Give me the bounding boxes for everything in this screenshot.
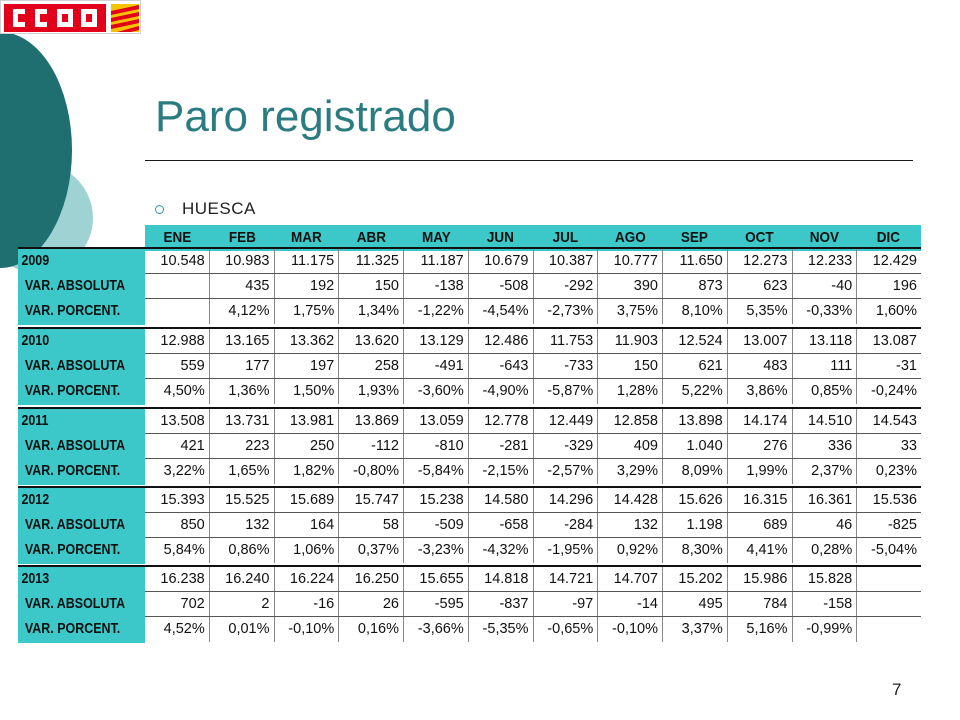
table-cell: 1,75% — [274, 299, 339, 324]
table-cell: 8,10% — [662, 299, 727, 324]
row-labels — [18, 329, 145, 405]
table-cell: 12.988 — [160, 333, 205, 349]
row-labels — [18, 567, 145, 643]
table-cell: 13.620 — [338, 329, 403, 353]
table-cell: -14 — [597, 592, 662, 616]
table-cell: 14.580 — [468, 488, 533, 512]
table-cell: -2,57% — [533, 459, 598, 484]
table-cell: 1,99% — [727, 459, 792, 484]
table-cell: 15.655 — [403, 567, 468, 591]
table-cell: 621 — [662, 354, 727, 378]
table-cell: 495 — [662, 592, 727, 616]
table-cell: -5,04% — [856, 538, 921, 563]
table-cell: 10.387 — [533, 249, 598, 273]
table-cell: -329 — [533, 434, 598, 458]
month-header: ABR — [356, 229, 386, 246]
table-cell: 689 — [727, 513, 792, 537]
table-cell: 2 — [209, 592, 274, 616]
page-title: Paro registrado — [155, 92, 456, 141]
table-cell: 10.548 — [160, 253, 205, 269]
table-cell: 13.869 — [338, 409, 403, 433]
table-cell: 13.898 — [662, 409, 727, 433]
table-cell: 12.429 — [856, 249, 921, 273]
table-cell: 164 — [274, 513, 339, 537]
data-cells — [145, 409, 921, 485]
table-cell — [856, 617, 921, 642]
page-number: 7 — [892, 680, 902, 699]
table-cell: 13.981 — [274, 409, 339, 433]
table-cell: 13.731 — [209, 409, 274, 433]
table-cell: 2,37% — [792, 459, 857, 484]
month-header: ENE — [163, 229, 192, 246]
table-cell: -825 — [856, 513, 921, 537]
table-cell: -3,66% — [403, 617, 468, 642]
table-cell: -112 — [338, 434, 403, 458]
table-cell: 8,09% — [662, 459, 727, 484]
table-cell: -0,10% — [274, 617, 339, 642]
table-cell: 15.536 — [856, 488, 921, 512]
table-cell: 15.747 — [338, 488, 403, 512]
table-cell: -508 — [468, 274, 533, 298]
table-cell: 0,28% — [792, 538, 857, 563]
table-cell: 250 — [274, 434, 339, 458]
table-cell: 197 — [274, 354, 339, 378]
table-cell: -138 — [403, 274, 468, 298]
table-cell: 421 — [180, 438, 205, 454]
table-cell: 623 — [727, 274, 792, 298]
var-absoluta-label: VAR. ABSOLUTA — [24, 517, 126, 533]
table-cell: 1,28% — [597, 379, 662, 404]
table-cell: -0,80% — [338, 459, 403, 484]
table-cell: 1,50% — [274, 379, 339, 404]
var-absoluta-label: VAR. ABSOLUTA — [24, 596, 126, 612]
table-cell: 559 — [180, 358, 205, 374]
table-cell: 409 — [597, 434, 662, 458]
var-absoluta-label: VAR. ABSOLUTA — [24, 358, 126, 374]
table-cell: -733 — [533, 354, 598, 378]
table-cell: 14.174 — [727, 409, 792, 433]
table-cell: -3,23% — [403, 538, 468, 563]
month-header: SEP — [681, 229, 709, 246]
table-cell: -658 — [468, 513, 533, 537]
year-block — [18, 565, 921, 643]
table-cell: 15.393 — [160, 492, 205, 508]
table-row-abs — [145, 274, 921, 299]
table-cell: 177 — [209, 354, 274, 378]
table-cell: 1,65% — [209, 459, 274, 484]
table-cell: 873 — [662, 274, 727, 298]
table-row-abs — [145, 434, 921, 459]
table-row-pct — [145, 459, 921, 484]
table-cell: 4,50% — [163, 383, 205, 399]
table-cell: 13.362 — [274, 329, 339, 353]
table-cell: 15.202 — [662, 567, 727, 591]
table-cell: 196 — [856, 274, 921, 298]
table-cell: 13.007 — [727, 329, 792, 353]
table-cell: 13.059 — [403, 409, 468, 433]
table-cell: 15.689 — [274, 488, 339, 512]
table-cell: 8,30% — [662, 538, 727, 563]
ccoo-logo — [0, 0, 141, 34]
table-cell: 14.818 — [468, 567, 533, 591]
table-cell: -158 — [792, 592, 857, 616]
var-porcent-label: VAR. PORCENT. — [24, 303, 121, 319]
table-cell: -5,87% — [533, 379, 598, 404]
table-cell: 3,29% — [597, 459, 662, 484]
table-row-values — [145, 249, 921, 274]
table-cell: 192 — [274, 274, 339, 298]
table-cell: 16.240 — [209, 567, 274, 591]
row-labels — [18, 488, 145, 564]
table-cell: 15.986 — [727, 567, 792, 591]
table-cell: 1,36% — [209, 379, 274, 404]
circle-bullet-icon — [155, 205, 164, 214]
table-cell: -4,90% — [468, 379, 533, 404]
table-cell: 46 — [792, 513, 857, 537]
year-label: 2012 — [21, 492, 50, 508]
var-absoluta-label: VAR. ABSOLUTA — [24, 278, 126, 294]
table-cell: -0,99% — [792, 617, 857, 642]
table-row-values — [145, 567, 921, 592]
table-cell: 12.449 — [533, 409, 598, 433]
table-cell: 11.187 — [403, 249, 468, 273]
table-cell: 0,85% — [792, 379, 857, 404]
var-porcent-label: VAR. PORCENT. — [24, 542, 121, 558]
table-cell: 11.650 — [662, 249, 727, 273]
table-cell: 16.238 — [160, 571, 205, 587]
table-cell: 13.087 — [856, 329, 921, 353]
table-cell: 150 — [597, 354, 662, 378]
table-cell: 0,86% — [209, 538, 274, 563]
table-cell: -5,84% — [403, 459, 468, 484]
table-cell: 111 — [792, 354, 857, 378]
table-cell: 16.250 — [338, 567, 403, 591]
table-row-abs — [145, 354, 921, 379]
table-cell: -1,22% — [403, 299, 468, 324]
table-cell: 10.983 — [209, 249, 274, 273]
table-cell: 0,23% — [856, 459, 921, 484]
table-row-values — [145, 409, 921, 434]
table-cell: 4,12% — [209, 299, 274, 324]
table-cell: 1,82% — [274, 459, 339, 484]
data-cells — [145, 249, 921, 325]
table-cell: 26 — [338, 592, 403, 616]
table-cell: 3,37% — [662, 617, 727, 642]
table-cell: 390 — [597, 274, 662, 298]
var-absoluta-label: VAR. ABSOLUTA — [24, 438, 126, 454]
year-block — [18, 247, 921, 325]
row-labels — [18, 409, 145, 485]
var-porcent-label: VAR. PORCENT. — [24, 463, 121, 479]
table-cell: 1.040 — [662, 434, 727, 458]
year-label: 2013 — [21, 571, 50, 587]
table-cell: 15.238 — [403, 488, 468, 512]
month-header: MAR — [291, 229, 323, 246]
table-row-abs — [145, 513, 921, 538]
table-cell: 10.777 — [597, 249, 662, 273]
table-cell: 5,84% — [163, 542, 205, 558]
title-divider — [145, 160, 913, 161]
month-header: DIC — [877, 229, 901, 246]
table-cell: 15.525 — [209, 488, 274, 512]
table-cell: 13.165 — [209, 329, 274, 353]
table-cell: -31 — [856, 354, 921, 378]
table-cell: -0,24% — [856, 379, 921, 404]
month-header: AGO — [614, 229, 646, 246]
table-cell: 14.707 — [597, 567, 662, 591]
table-cell: -2,15% — [468, 459, 533, 484]
table-cell: 15.828 — [792, 567, 857, 591]
table-cell: 3,86% — [727, 379, 792, 404]
table-cell: 12.233 — [792, 249, 857, 273]
table-cell: 0,16% — [338, 617, 403, 642]
table-cell: -509 — [403, 513, 468, 537]
table-cell: -643 — [468, 354, 533, 378]
table-cell: -595 — [403, 592, 468, 616]
table-cell: -284 — [533, 513, 598, 537]
year-label: 2011 — [21, 413, 49, 429]
table-cell: -0,65% — [533, 617, 598, 642]
table-cell: 1,60% — [856, 299, 921, 324]
table-cell: -3,60% — [403, 379, 468, 404]
table-cell: 16.361 — [792, 488, 857, 512]
table-cell: 5,16% — [727, 617, 792, 642]
table-cell: 10.679 — [468, 249, 533, 273]
table-cell: 483 — [727, 354, 792, 378]
table-row-abs — [145, 592, 921, 617]
month-header: JUN — [487, 229, 515, 246]
unemployment-table — [18, 225, 921, 645]
month-header: OCT — [745, 229, 774, 246]
table-cell: 16.315 — [727, 488, 792, 512]
bullet-item — [155, 199, 256, 219]
table-cell: 702 — [180, 596, 205, 612]
table-cell: 1.198 — [662, 513, 727, 537]
table-cell: 3,75% — [597, 299, 662, 324]
table-row-pct — [145, 299, 921, 324]
table-cell: -4,32% — [468, 538, 533, 563]
table-cell: 14.510 — [792, 409, 857, 433]
table-cell: 784 — [727, 592, 792, 616]
ccoo-logo-graphic — [1, 1, 142, 35]
table-cell: 58 — [338, 513, 403, 537]
table-cell: 258 — [338, 354, 403, 378]
table-cell: 5,22% — [662, 379, 727, 404]
table-cell: 12.858 — [597, 409, 662, 433]
month-header: NOV — [809, 229, 839, 246]
table-cell: -40 — [792, 274, 857, 298]
table-cell: 12.486 — [468, 329, 533, 353]
year-label: 2009 — [21, 253, 50, 269]
table-cell: 1,93% — [338, 379, 403, 404]
var-porcent-label: VAR. PORCENT. — [24, 383, 121, 399]
table-cell — [856, 592, 921, 616]
month-header: FEB — [228, 229, 256, 246]
table-cell: -97 — [533, 592, 598, 616]
table-cell: 14.296 — [533, 488, 598, 512]
table-cell: 12.524 — [662, 329, 727, 353]
year-block — [18, 327, 921, 405]
table-cell: 0,37% — [338, 538, 403, 563]
table-cell: 12.778 — [468, 409, 533, 433]
table-cell: 11.753 — [533, 329, 598, 353]
table-cell: 336 — [792, 434, 857, 458]
table-cell: -292 — [533, 274, 598, 298]
table-cell: -2,73% — [533, 299, 598, 324]
table-cell — [145, 274, 209, 298]
table-cell: -0,10% — [597, 617, 662, 642]
table-cell: -16 — [274, 592, 339, 616]
year-block — [18, 407, 921, 485]
table-cell: 435 — [209, 274, 274, 298]
table-row-pct — [145, 538, 921, 563]
year-block — [18, 486, 921, 564]
table-cell: 850 — [180, 517, 205, 533]
table-cell: 13.129 — [403, 329, 468, 353]
table-cell: -0,33% — [792, 299, 857, 324]
year-label: 2010 — [21, 333, 50, 349]
table-cell: 150 — [338, 274, 403, 298]
table-cell — [145, 299, 209, 324]
table-cell: 13.118 — [792, 329, 857, 353]
month-header: JUL — [552, 229, 579, 246]
table-cell: 276 — [727, 434, 792, 458]
table-cell: 0,92% — [597, 538, 662, 563]
table-cell: 0,01% — [209, 617, 274, 642]
table-row-values — [145, 488, 921, 513]
table-cell: 33 — [856, 434, 921, 458]
table-cell: 132 — [209, 513, 274, 537]
table-cell: 16.224 — [274, 567, 339, 591]
table-cell — [856, 567, 921, 591]
data-cells — [145, 567, 921, 643]
table-cell: -281 — [468, 434, 533, 458]
table-cell: 14.721 — [533, 567, 598, 591]
table-cell: 132 — [597, 513, 662, 537]
table-cell: -1,95% — [533, 538, 598, 563]
table-cell: 1,34% — [338, 299, 403, 324]
table-cell: -5,35% — [468, 617, 533, 642]
table-cell: -491 — [403, 354, 468, 378]
month-header: MAY — [421, 229, 451, 246]
table-cell: 13.508 — [160, 413, 205, 429]
bullet-text: HUESCA — [182, 199, 256, 218]
var-porcent-label: VAR. PORCENT. — [24, 621, 121, 637]
table-cell: 3,22% — [163, 463, 205, 479]
data-cells — [145, 329, 921, 405]
data-cells — [145, 488, 921, 564]
table-cell: 14.543 — [856, 409, 921, 433]
table-cell: 1,06% — [274, 538, 339, 563]
table-row-values — [145, 329, 921, 354]
table-cell: 223 — [209, 434, 274, 458]
table-cell: -4,54% — [468, 299, 533, 324]
table-row-pct — [145, 379, 921, 404]
table-cell: 11.175 — [274, 249, 339, 273]
table-cell: 15.626 — [662, 488, 727, 512]
table-cell: 14.428 — [597, 488, 662, 512]
table-cell: 5,35% — [727, 299, 792, 324]
table-cell: -837 — [468, 592, 533, 616]
table-cell: 4,41% — [727, 538, 792, 563]
table-cell: 11.903 — [597, 329, 662, 353]
table-row-pct — [145, 617, 921, 642]
table-cell: 11.325 — [338, 249, 403, 273]
row-labels — [18, 249, 145, 325]
table-cell: 4,52% — [163, 621, 205, 637]
table-cell: 12.273 — [727, 249, 792, 273]
table-cell: -810 — [403, 434, 468, 458]
